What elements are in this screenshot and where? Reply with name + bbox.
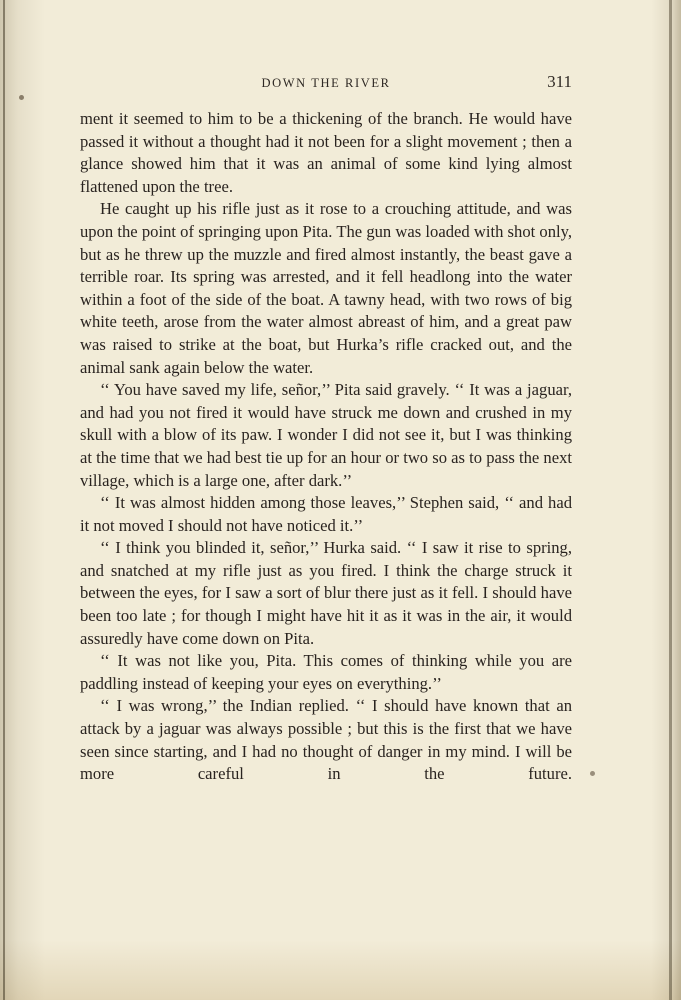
ink-spot: [19, 95, 24, 100]
paragraph: ‘‘ You have saved my life, señor,’’ Pita said gravely. ‘‘ It was a jaguar, and had you not fired it would have struck me down and crushed in my skull with a blow of its paw. I wonder I did not see it, but I was thinking at the time that we had best tie up for an hour or two so as to pass the next village, which is a large one, after dark.’’: [80, 380, 572, 490]
paragraph: ‘‘ It was almost hidden among those leaves,’’ Stephen said, ‘‘ and had it not moved I should not have noticed it.’’: [80, 493, 572, 535]
paragraph: ment it seemed to him to be a thickening of the branch. He would have passed it without a thought had it not been for a slight movement ; then a glance showed him that it was an animal of some kind lying almost flattened upon the tree.: [80, 109, 572, 196]
paragraph: ‘‘ I was wrong,’’ the Indian replied. ‘‘ I should have known that an attack by a jaguar was always possible ; but this is the first that we have seen since starting, and I had no thought of danger in my mind. I will be more careful in the future.: [80, 696, 572, 784]
page-number: 311: [547, 72, 572, 91]
paragraph: ‘‘ I think you blinded it, señor,’’ Hurka said. ‘‘ I saw it rise to spring, and snatched at my rifle just as you fired. I think the charge struck it between the eyes, for I saw a sort of blur there just as it fell. I should have been too late ; for though I might have hit it as it was in the air, it would assuredly have come down on Pita.: [80, 538, 572, 648]
running-head: DOWN THE RIVER: [261, 76, 391, 90]
paragraph: ‘‘ It was not like you, Pita. This comes of thinking while you are paddling instead of keeping your eyes on everything.’’: [80, 651, 572, 693]
ink-spot: [590, 771, 595, 776]
page-left-edge: [3, 0, 5, 1000]
page-right-edge: [669, 0, 672, 1000]
page-header: [80, 72, 572, 96]
paragraph: He caught up his rifle just as it rose to a crouching attitude, and was upon the point of springing upon Pita. The gun was loaded with shot only, but as he threw up the muzzle and fired almost instantly, the beast gave a terrible roar. Its spring was arrested, and it fell headlong into the water within a foot of the side of the boat. A tawny head, with two rows of big white teeth, arose from the water almost abreast of him, and a great paw was raised to strike at the boat, but Hurka’s rifle cracked out, and the animal sank again below the water.: [80, 199, 572, 377]
body-text: [80, 108, 572, 786]
